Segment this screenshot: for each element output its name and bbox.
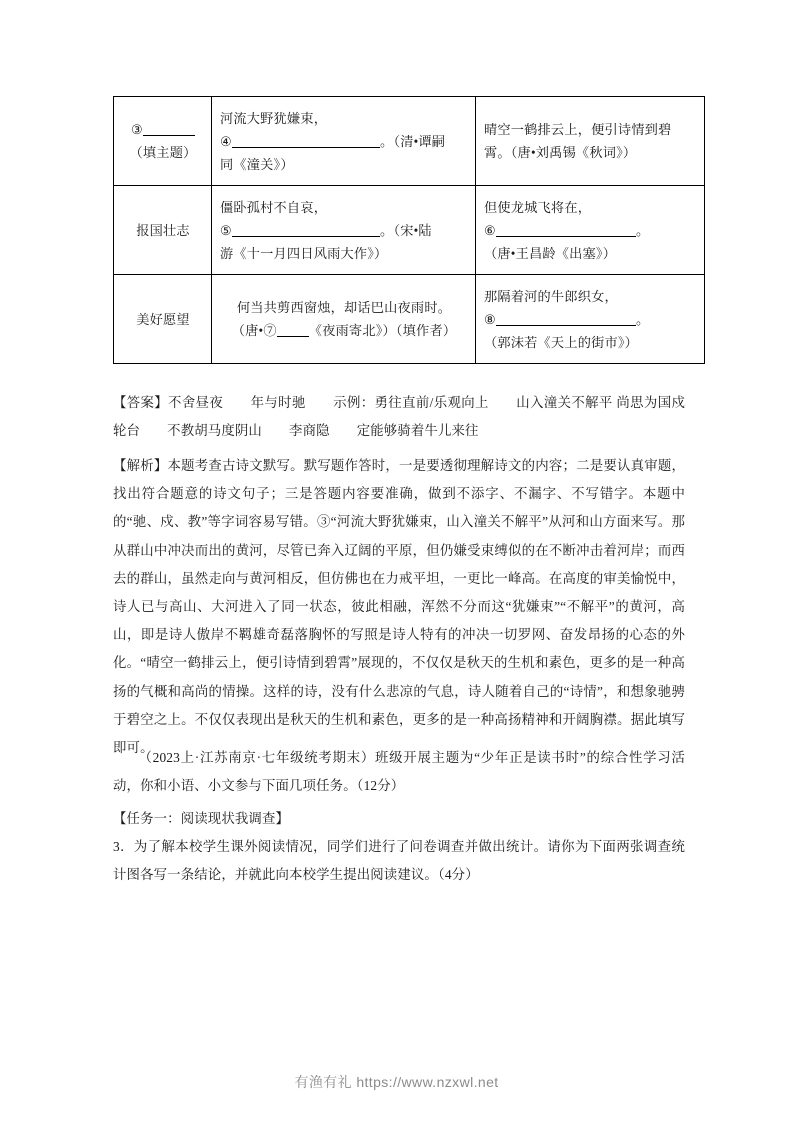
source-info-text: （2023上·江苏南京·七年级统考期末）班级开展主题为“少年正是读书时”的综合性学习活动，你和小语、小文参与下面几项任务。（12分） (113, 750, 685, 794)
blank-number: ⑧ (484, 311, 497, 327)
table-cell-middle (212, 186, 476, 275)
poem-line-1: 那隔着河的牛郎织女， (484, 288, 618, 304)
poem-source-continued: 同《潼关》） (220, 156, 294, 172)
fill-blank-line[interactable] (496, 312, 636, 326)
poem-line-1: 何当共剪西窗烛，却话巴山夜雨时。 (236, 300, 452, 315)
poem-source-suffix: 《夜雨寄北》）（填作者） (308, 323, 457, 338)
table-cell-middle (212, 275, 476, 364)
theme-number: ③ (130, 122, 144, 137)
fill-blank-line[interactable] (232, 134, 380, 148)
blank-number: ⑤ (220, 222, 233, 238)
table-row (114, 275, 705, 364)
table-cell-right (476, 275, 705, 364)
poem-blank-line (220, 219, 468, 242)
answer-section (113, 389, 685, 445)
poem-blank-line (484, 308, 697, 331)
table-cell-right (476, 97, 705, 186)
fill-blank-line[interactable] (496, 223, 636, 237)
table-row (114, 97, 705, 186)
poem-source-partial: 。（清•谭嗣 (380, 133, 446, 149)
poem-line-1: 河流大野犹嫌束， (220, 110, 328, 126)
poem-line-1: 僵卧孤村不自哀， (220, 199, 328, 215)
blank-number: ⑥ (484, 222, 497, 238)
table-row (114, 186, 705, 275)
poem-punctuation: 。 (636, 222, 650, 238)
question-3: 3．为了解本校学生课外阅读情况，同学们进行了问卷调查并做出统计。请你为下面两张调查统计图各写一条结论，并就此向本校学生提出阅读建议。（4分） (113, 839, 685, 883)
table-cell-theme: 报国壮志 (114, 186, 212, 275)
poem-line-1: 晴空一鹤排云上，便引诗情到碧 (484, 122, 672, 137)
answer-line-2: 尚思为国戍轮台 不教胡马度阴山 李商隐 定能够骑着牛儿来往 (113, 395, 686, 439)
poem-line-2: 霄。（唐•刘禹锡《秋词》） (484, 145, 637, 160)
poem-blank-line (220, 130, 468, 153)
poem-source-partial: 。（宋•陆 (380, 222, 432, 238)
poem-source: （唐•王昌龄《出塞》） (484, 245, 617, 261)
task-heading: 【任务一：阅读现状我调查】 (113, 811, 290, 826)
fill-blank-line[interactable] (143, 122, 195, 136)
fill-blank-line[interactable] (232, 223, 380, 237)
answer-line-1: 【答案】不舍昼夜 年与时驰 示例：勇往直前/乐观向上 山入潼关不解平 (113, 395, 613, 410)
table-cell-middle (212, 97, 476, 186)
poetry-fill-in-table (113, 96, 705, 364)
poem-blank-line (484, 219, 697, 242)
poem-line-1: 但使龙城飞将在， (484, 199, 592, 215)
source-info-paragraph (113, 744, 685, 800)
fill-blank-line[interactable] (277, 323, 309, 337)
poem-source-continued: 游《十一月四日风雨大作》） (220, 245, 388, 261)
poem-punctuation: 。 (636, 311, 650, 327)
footer-watermark: 有渔有礼 https://www.nzxwl.net (294, 1074, 499, 1090)
analysis-section: 【解析】本题考查古诗文默写。默写题作答时，一是要透彻理解诗文的内容；二是要认真审题，找出符合题意的诗文句子；三是答题内容要准确，做到不添字、不漏字、不写错字。本题中的“驰、戍、教”等字词容易写错。③“河流大野犹嫌束，山入潼关不解平”从河和山方面来写。那从群山中冲决而出的黄河，尽管已奔入辽阔的平原，但仍嫌受束缚似的在不断冲击着河岸；而西去的群山，虽然走向与黄河相反，但仿佛也在力戒平坦，一更比一峰高。在高度的审美愉悦中，诗人已与高山、大河进入了同一状态，彼此相融，浑然不分而这“犹嫌束”“不解平”的黄河，高山，即是诗人傲岸不羁雄奇磊落胸怀的写照是诗人特有的冲决一切罗网、奋发昂扬的心态的外化。“晴空一鹤排云上，便引诗情到碧霄”展现的，不仅仅是秋天的生机和素色，更多的是一种高扬的气概和高尚的情操。这样的诗，没有什么悲凉的气息，诗人随着自己的“诗情”，和想象驰骋于碧空之上。不仅仅表现出是秋天的生机和素色，更多的是一种高扬精神和开阔胸襟。据此填写即可。 (113, 458, 685, 756)
blank-number: ④ (220, 133, 233, 149)
theme-number-blank (122, 118, 204, 141)
poem-author-blank-line (220, 319, 468, 342)
table-cell-right (476, 186, 705, 275)
poem-source: （郭沫若《天上的街市》） (484, 334, 639, 350)
poem-source-prefix: （唐•⑦ (231, 323, 277, 338)
theme-note: （填主题） (129, 145, 197, 160)
table-cell-theme (114, 97, 212, 186)
table-cell-theme: 美好愿望 (114, 275, 212, 364)
